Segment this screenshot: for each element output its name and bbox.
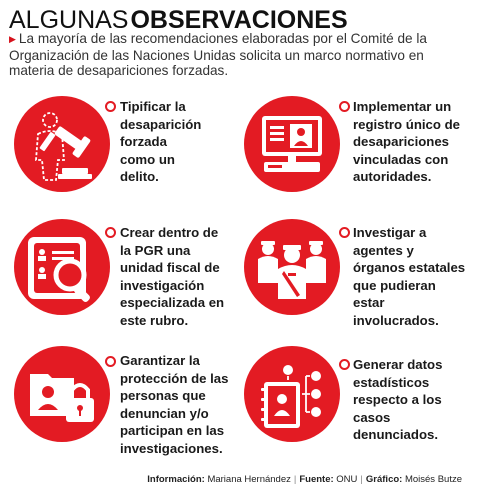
- investigation-document-icon: [14, 219, 110, 315]
- observation-text: Tipificar la desaparición forzada como un delito.: [120, 99, 202, 184]
- source-label: Fuente:: [299, 474, 334, 485]
- observation-text: Investigar a agentes y órganos estatales que pudieran estar involucrados.: [353, 225, 466, 328]
- title-bold: OBSERVACIONES: [130, 6, 348, 34]
- statistics-organization-icon: [244, 346, 340, 442]
- agents-icon: [244, 219, 340, 315]
- computer-registry-icon: [244, 96, 340, 192]
- bullet-icon: [105, 356, 116, 367]
- intro-text: La mayoría de las recomendaciones elaboradas por el Comité de la Organización de las Naciones Unidas solicita un marco normativo en materia de desapariciones forzadas.: [9, 31, 427, 78]
- protected-id-icon: [14, 346, 110, 442]
- bullet-icon: [339, 359, 350, 370]
- graphic-label: Gráfico:: [365, 474, 403, 485]
- info-label: Información:: [147, 474, 205, 485]
- observation-text: Implementar un registro único de desapariciones vinculadas con autoridades.: [353, 99, 460, 184]
- bullet-icon: [339, 227, 350, 238]
- source-value: ONU: [336, 474, 358, 485]
- observation-text: Garantizar la protección de las personas que denuncian y/o participan en las investigaciones.: [120, 353, 229, 456]
- bullet-icon: [105, 101, 116, 112]
- info-value: Mariana Hernández: [207, 474, 291, 485]
- gavel-person-icon: [14, 96, 110, 192]
- observation-text: Crear dentro de la PGR una unidad fiscal de investigación especializada en este rubro.: [120, 225, 225, 328]
- triangle-bullet-icon: ▶: [9, 34, 16, 44]
- intro-paragraph: [9, 31, 471, 79]
- bullet-icon: [105, 227, 116, 238]
- page-title: [9, 6, 348, 34]
- observation-text: Generar datos estadísticos respecto a los casos denunciados.: [353, 357, 443, 442]
- credits-footer: Información: Mariana Hernández | Fuente: ONU | Gráfico: Moisés Butze: [147, 474, 462, 485]
- title-light: ALGUNAS: [9, 6, 129, 34]
- graphic-value: Moisés Butze: [404, 474, 462, 485]
- bullet-icon: [339, 101, 350, 112]
